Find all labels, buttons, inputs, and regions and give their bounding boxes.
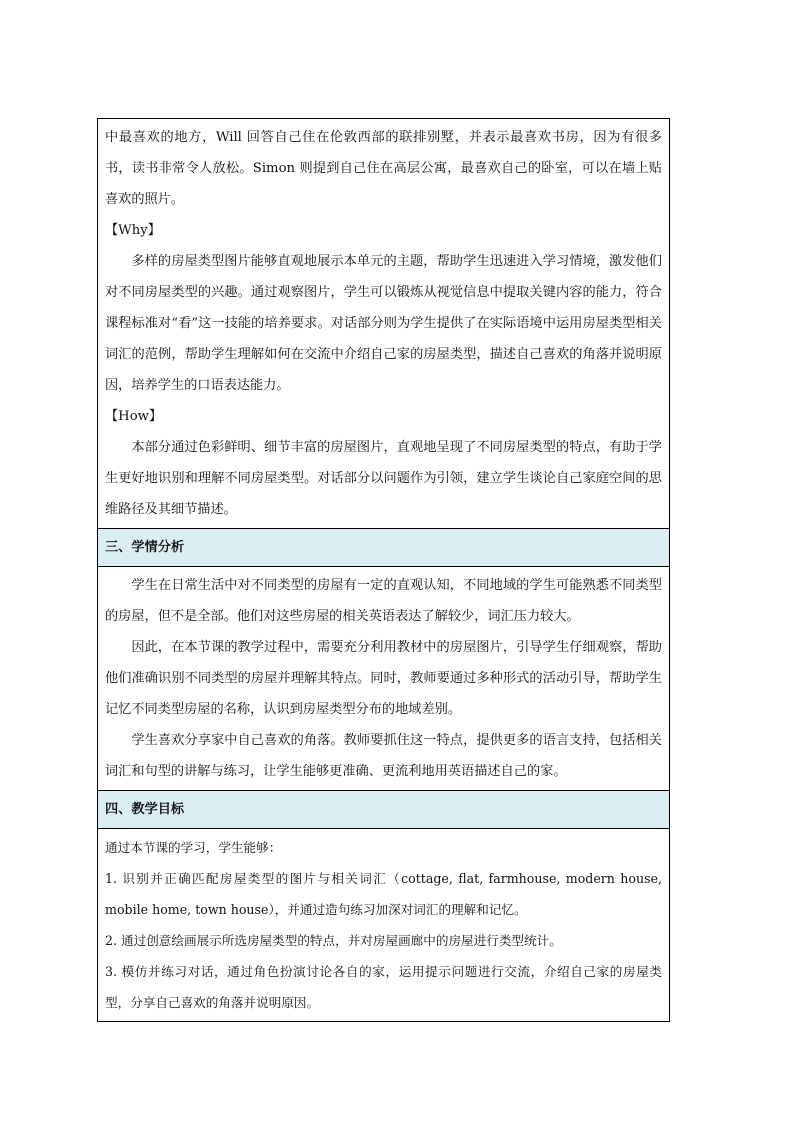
section-heading-teaching-goals: 四、教学目标 (98, 791, 670, 829)
lesson-plan-table (97, 118, 670, 1022)
content-cell (98, 119, 670, 529)
table-row (98, 529, 670, 567)
table-row (98, 567, 670, 791)
goals-intro: 通过本节课的学习，学生能够： (105, 840, 282, 855)
section-heading-learner-analysis: 三、学情分析 (98, 529, 670, 567)
analysis-paragraph: 学生喜欢分享家中自己喜欢的角落。教师要抓住这一特点，提供更多的语言支持，包括相关词汇和句型的讲解与练习，让学生能够更准确、更流利地用英语描述自己的家。 (105, 733, 662, 779)
table-row (98, 791, 670, 829)
goal-item: 1. 识别并正确匹配房屋类型的图片与相关词汇（cottage, flat, farmhouse, modern house, mobile home, town house），并通过造句练习加深对词汇的理解和记忆。 (105, 871, 662, 917)
table-row (98, 119, 670, 529)
teaching-goals-cell (98, 829, 670, 1022)
why-paragraph: 多样的房屋类型图片能够直观地展示本单元的主题，帮助学生迅速进入学习情境，激发他们对不同房屋类型的兴趣。通过观察图片，学生可以锻炼从视觉信息中提取关键内容的能力，符合课程标准对“看”这一技能的培养要求。对话部分则为学生提供了在实际语境中运用房屋类型相关词汇的范例，帮助学生理解如何在交流中介绍自己家的房屋类型，描述自己喜欢的角落并说明原因，培养学生的口语表达能力。 (105, 254, 662, 393)
how-label: 【How】 (105, 409, 163, 424)
learner-analysis-cell (98, 567, 670, 791)
goal-item: 2. 通过创意绘画展示所选房屋类型的特点，并对房屋画廊中的房屋进行类型统计。 (105, 933, 562, 948)
analysis-paragraph: 学生在日常生活中对不同类型的房屋有一定的直观认知，不同地域的学生可能熟悉不同类型的房屋，但不是全部。他们对这些房屋的相关英语表达了解较少，词汇压力较大。 (105, 578, 662, 624)
how-paragraph: 本部分通过色彩鲜明、细节丰富的房屋图片，直观地呈现了不同房屋类型的特点，有助于学生更好地识别和理解不同房屋类型。对话部分以问题作为引领，建立学生谈论自己家庭空间的思维路径及其细节描述。 (105, 440, 662, 517)
intro-paragraph: 中最喜欢的地方，Will 回答自己住在伦敦西部的联排别墅，并表示最喜欢书房，因为有很多书，读书非常令人放松。Simon 则提到自己住在高层公寓，最喜欢自己的卧室，可以在墙上贴喜欢的照片。 (105, 130, 662, 207)
table-row (98, 829, 670, 1022)
why-label: 【Why】 (105, 223, 161, 238)
analysis-paragraph: 因此，在本节课的教学过程中，需要充分利用教材中的房屋图片，引导学生仔细观察，帮助他们准确识别不同类型的房屋并理解其特点。同时，教师要通过多种形式的活动引导，帮助学生记忆不同类型房屋的名称，认识到房屋类型分布的地域差别。 (105, 640, 662, 717)
goal-item: 3. 模仿并练习对话，通过角色扮演讨论各自的家，运用提示问题进行交流，介绍自己家的房屋类型，分享自己喜欢的角落并说明原因。 (105, 964, 662, 1010)
